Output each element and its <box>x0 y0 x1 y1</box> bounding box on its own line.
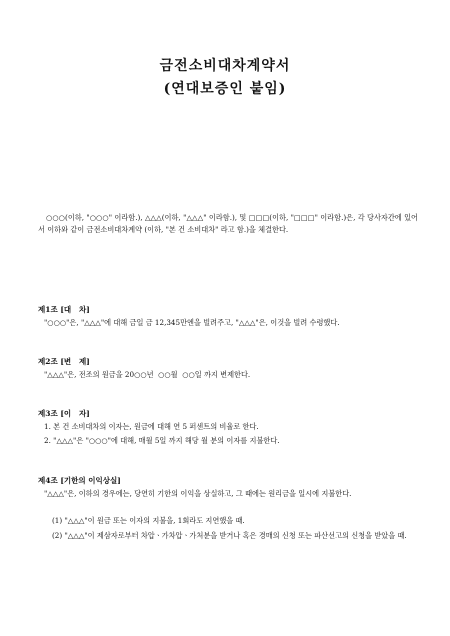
document-title: 금전소비대차계약서 <box>159 58 291 74</box>
article-4-item-1: (1) "△△△"이 원금 또는 이자의 지불을, 1회라도 지연했을 때. <box>52 516 245 525</box>
article-3-line-2: 2. "△△△"은 "○○○"에 대해, 매월 5일 까지 해당 월 분의 이자를 지불한다. <box>44 436 280 445</box>
intro-paragraph: ○○○(이하, "○○○" 이라함.), △△△(이하, "△△△" 이라함.), 및 □□□(이하, "□□□" 이라함.)은, 각 당사자간에 있어서 이하와 같이 금전소비대차계약 (이하, "본 건 소비대차" 라고 함.)을 체결한다. <box>38 213 418 234</box>
article-3-line-1: 1. 본 건 소비대차의 이자는, 원금에 대해 연 5 퍼센트의 비율로 한다. <box>44 422 259 431</box>
article-4-item-2: (2) "△△△"이 제삼자로부터 차압ㆍ가차압ㆍ가처분을 받거나 혹은 경매의 신청 또는 파산선고의 신청을 받았을 때. <box>52 531 407 540</box>
article-2-line-1: "△△△"은, 전조의 원금을 20○○년 ○○월 ○○일 까지 변제한다. <box>44 370 251 379</box>
article-1-heading: 제1조 [대 차] <box>38 305 90 314</box>
article-2-heading: 제2조 [변 제] <box>38 357 90 366</box>
article-1-line-1: "○○○"은, "△△△"에 대해 금일 금 12,345만엔을 빌려주고, "△△△"은, 이것을 빌려 수령했다. <box>44 318 340 327</box>
article-4-line-1: "△△△"은, 이하의 경우에는, 당연히 기한의 이익을 상실하고, 그 때에는 원리금을 일시에 지불한다. <box>44 489 352 498</box>
article-3-heading: 제3조 [이 자] <box>38 409 90 418</box>
article-4-heading: 제4조 [기한의 이익상실] <box>38 476 121 485</box>
document-subtitle: (연대보증인 붙임) <box>163 81 287 97</box>
